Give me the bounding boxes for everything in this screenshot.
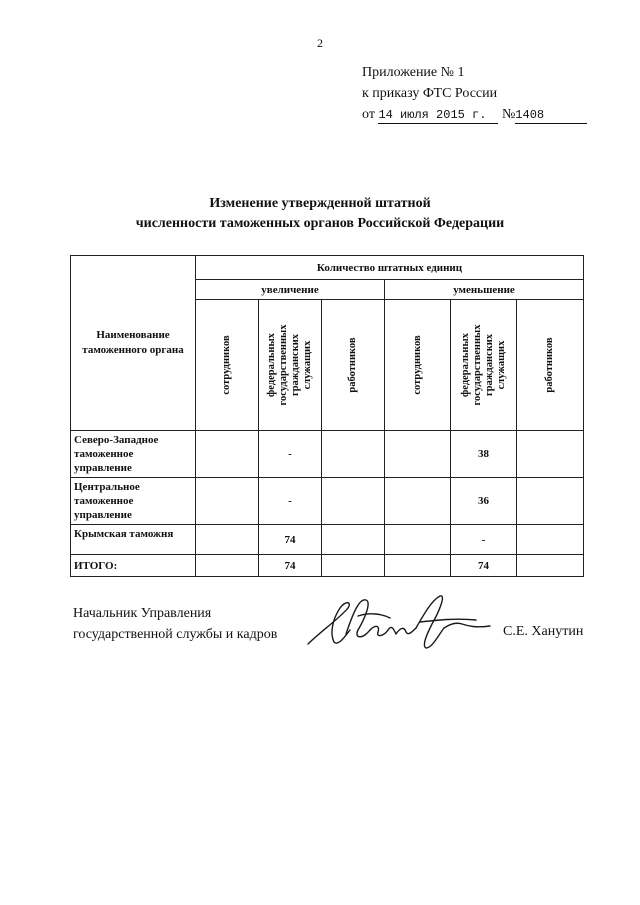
order-number: 1408: [515, 108, 587, 124]
cell-dec-staff: [385, 525, 451, 555]
cell-dec-workers: [517, 478, 584, 525]
cell-inc-civil: 74: [259, 525, 322, 555]
cell-inc-workers: [322, 431, 385, 478]
header-inc-civil: федеральных государственных гражданских служащих: [259, 300, 322, 431]
signer-position-line-1: Начальник Управления: [73, 606, 212, 621]
total-dec-civil: 74: [451, 555, 517, 577]
cell-inc-civil: -: [259, 478, 322, 525]
table-row: [71, 431, 584, 478]
title-line-1: Изменение утвержденной штатной: [209, 196, 431, 211]
document-title: [0, 194, 640, 234]
header-decrease: уменьшение: [385, 280, 584, 300]
cell-inc-staff: [196, 431, 259, 478]
header-dec-civil: федеральных государственных гражданских служащих: [451, 300, 517, 431]
cell-dec-workers: [517, 431, 584, 478]
cell-inc-staff: [196, 478, 259, 525]
total-inc-staff: [196, 555, 259, 577]
cell-dec-civil: 38: [451, 431, 517, 478]
order-date-line: [362, 104, 587, 125]
page-number: 2: [317, 36, 323, 50]
cell-dec-workers: [517, 525, 584, 555]
appendix-header: [362, 62, 587, 125]
cell-inc-civil: -: [259, 431, 322, 478]
header-dec-workers: работников: [517, 300, 584, 431]
signer-name: С.Е. Ханутин: [503, 624, 584, 639]
title-line-2: численности таможенных органов Российской Федерации: [135, 216, 505, 231]
cell-dec-staff: [385, 431, 451, 478]
number-sign: №: [501, 107, 516, 122]
staffing-table: [70, 255, 584, 577]
row-name: Центральное таможенное управление: [71, 478, 196, 525]
total-dec-staff: [385, 555, 451, 577]
row-name: Северо-Западное таможенное управление: [71, 431, 196, 478]
cell-dec-staff: [385, 478, 451, 525]
cell-dec-civil: -: [451, 525, 517, 555]
header-increase: увеличение: [196, 280, 385, 300]
cell-inc-workers: [322, 525, 385, 555]
total-dec-workers: [517, 555, 584, 577]
signer-position-line-2: государственной службы и кадров: [73, 627, 278, 642]
cell-inc-workers: [322, 478, 385, 525]
header-inc-staff: сотрудников: [196, 300, 259, 431]
date-prefix: от: [362, 107, 375, 122]
total-inc-workers: [322, 555, 385, 577]
row-name: Крымская таможня: [71, 525, 196, 555]
total-row: [71, 555, 584, 577]
cell-dec-civil: 36: [451, 478, 517, 525]
header-dec-staff: сотрудников: [385, 300, 451, 431]
appendix-title: Приложение № 1: [362, 65, 465, 80]
order-date: 14 июля 2015 г.: [378, 108, 498, 124]
table-row: [71, 525, 584, 555]
total-label: ИТОГО:: [71, 555, 196, 577]
cell-inc-staff: [196, 525, 259, 555]
header-customs-body: Наименование таможенного органа: [71, 256, 196, 431]
table-row: [71, 478, 584, 525]
header-staff-units: Количество штатных единиц: [196, 256, 584, 280]
header-inc-workers: работников: [322, 300, 385, 431]
signer-position: [73, 603, 277, 645]
order-reference: к приказу ФТС России: [362, 86, 498, 101]
handwritten-signature: [300, 590, 500, 660]
total-inc-civil: 74: [259, 555, 322, 577]
